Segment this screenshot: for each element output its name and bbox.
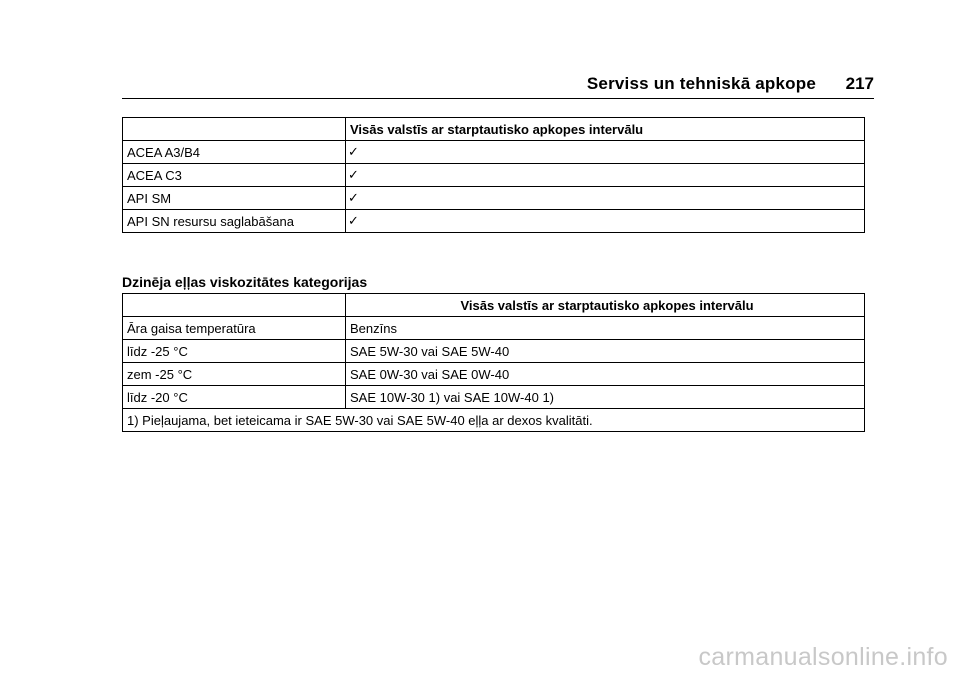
table-header-row xyxy=(123,294,865,317)
table-header-row xyxy=(123,118,865,141)
table-row xyxy=(123,340,865,363)
table-row xyxy=(123,210,865,233)
table-cell: API SM xyxy=(123,187,346,210)
table-cell: API SN resursu saglabāšana xyxy=(123,210,346,233)
section-title: Serviss un tehniskā apkope xyxy=(586,74,816,93)
table-header-cell xyxy=(123,294,346,317)
viscosity-table xyxy=(122,293,865,432)
table-row xyxy=(123,363,865,386)
table-cell: līdz -20 °C xyxy=(123,386,346,409)
table-header-cell: Visās valstīs ar starptautisko apkopes intervālu xyxy=(346,118,865,141)
table-cell: SAE 10W-30 1) vai SAE 10W-40 1) xyxy=(346,386,865,409)
table-cell: līdz -25 °C xyxy=(123,340,346,363)
table-footnote-row xyxy=(123,409,865,432)
table-header-cell xyxy=(123,118,346,141)
page-header xyxy=(122,70,874,99)
table-row xyxy=(123,317,865,340)
table-row xyxy=(123,187,865,210)
table-cell: SAE 5W-30 vai SAE 5W-40 xyxy=(346,340,865,363)
watermark: carmanualsonline.info xyxy=(698,643,948,671)
checkmark-icon: ✓ xyxy=(346,187,865,210)
checkmark-icon: ✓ xyxy=(346,141,865,164)
table-row xyxy=(123,386,865,409)
table-cell: Āra gaisa temperatūra xyxy=(123,317,346,340)
checkmark-icon: ✓ xyxy=(346,210,865,233)
checkmark-icon: ✓ xyxy=(346,164,865,187)
table-cell: zem -25 °C xyxy=(123,363,346,386)
table-cell: ACEA A3/B4 xyxy=(123,141,346,164)
page-number: 217 xyxy=(845,74,874,93)
oil-spec-table xyxy=(122,117,865,233)
table-footnote: 1) Pieļaujama, bet ieteicama ir SAE 5W-30 vai SAE 5W-40 eļļa ar dexos kvalitāti. xyxy=(123,409,865,432)
table-cell: Benzīns xyxy=(346,317,865,340)
table-cell: ACEA C3 xyxy=(123,164,346,187)
table-row xyxy=(123,141,865,164)
table-row xyxy=(123,164,865,187)
viscosity-heading: Dzinēja eļļas viskozitātes kategorijas xyxy=(122,274,368,290)
table-cell: SAE 0W-30 vai SAE 0W-40 xyxy=(346,363,865,386)
table-header-cell: Visās valstīs ar starptautisko apkopes intervālu xyxy=(346,294,865,317)
